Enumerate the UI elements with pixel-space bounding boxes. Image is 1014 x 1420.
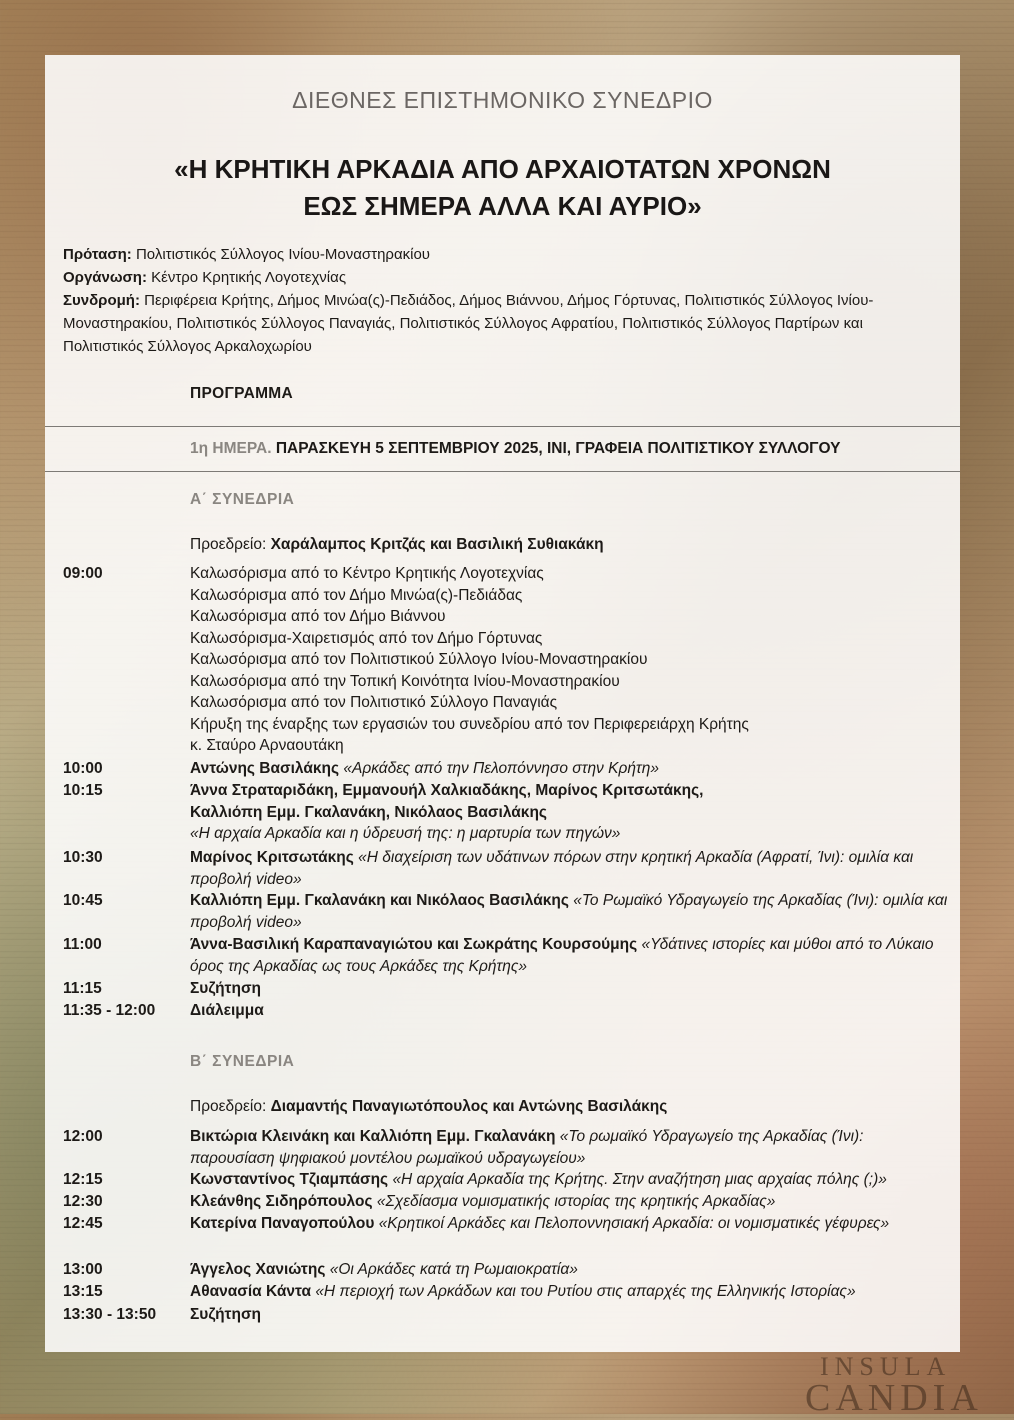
divider-top <box>45 426 960 427</box>
speaker: Βικτώρια Κλεινάκη και Καλλιόπη Εμμ. Γκαλανάκη <box>190 1128 556 1145</box>
time: 11:00 <box>63 936 102 953</box>
talk-title: «Η αρχαία Αρκαδία της Κρήτης. Στην αναζήτηση μιας αρχαίας πόλης (;)» <box>392 1171 887 1188</box>
time: 12:30 <box>63 1193 103 1210</box>
welcome-item: Καλωσόρισμα από τον Πολιτιστικό Σύλλογο Παναγιάς <box>190 694 558 711</box>
time: 11:35 - 12:00 <box>63 1002 156 1019</box>
sponsorship-label: Συνδρομή: <box>63 292 140 309</box>
speaker: Άννα Στραταριδάκη, Εμμανουήλ Χαλκιαδάκης, Μαρίνος Κριτσωτάκης, <box>190 782 704 799</box>
session-b-chair <box>190 1098 667 1116</box>
organization-line <box>63 266 943 289</box>
welcome-item: κ. Σταύρο Αρναουτάκη <box>190 737 344 754</box>
chair-label: Προεδρείο: <box>190 1098 267 1115</box>
time: 13:30 - 13:50 <box>63 1306 157 1323</box>
chair-label: Προεδρείο: <box>190 536 267 553</box>
talk-title: «Το ρωμαϊκό Υδραγωγείο της Αρκαδίας (Ίνι): παρουσίαση ψηφιακού μοντέλου ρωμαϊκού υδραγωγείου» <box>190 1128 864 1167</box>
title-line-1: «Η ΚΡΗΤΙΚΗ ΑΡΚΑΔΙΑ ΑΠΟ ΑΡΧΑΙΟΤΑΤΩΝ ΧΡΟΝΩΝ <box>174 154 831 184</box>
time: 11:15 <box>63 980 102 997</box>
speaker: Καλλιόπη Εμμ. Γκαλανάκη και Νικόλαος Βασιλάκης <box>190 892 569 909</box>
talk <box>190 847 950 890</box>
speaker: Άννα-Βασιλική Καραπαναγιώτου και Σωκράτης Κουρσούμης <box>190 936 638 953</box>
talk-title: «Η περιοχή των Αρκάδων και του Ρυτίου στις απαρχές της Ελληνικής Ιστορίας» <box>315 1283 856 1300</box>
time: 10:45 <box>63 892 103 909</box>
talk-title: «Η αρχαία Αρκαδία και η ύδρευσή της: η μαρτυρία των πηγών» <box>190 825 621 842</box>
day-text: ΠΑΡΑΣΚΕΥΗ 5 ΣΕΠΤΕΜΒΡΙΟΥ 2025, ΙΝΙ, ΓΡΑΦΕΙΑ ΠΟΛΙΤΙΣΤΙΚΟΥ ΣΥΛΛΟΓΟΥ <box>275 440 841 457</box>
speaker: Άγγελος Χανιώτης <box>190 1261 326 1278</box>
welcome-list <box>190 563 950 757</box>
conference-type: ΔΙΕΘΝΕΣ ΕΠΙΣΤΗΜΟΝΙΚΟ ΣΥΝΕΔΡΙΟ <box>292 87 713 113</box>
break: Διάλειμμα <box>190 1002 264 1019</box>
welcome-item: Καλωσόρισμα από τον Δήμο Βιάννου <box>190 608 446 625</box>
talk <box>190 758 950 780</box>
program-panel <box>45 55 960 1352</box>
day-heading <box>190 440 840 458</box>
talk-title: «Το Ρωμαϊκό Υδραγωγείο της Αρκαδίας (Ίνι): ομιλία και προβολή video» <box>190 892 948 931</box>
day-label: 1η ΗΜΕΡΑ. <box>190 440 272 457</box>
map-text-candia: CANDIA <box>805 1377 983 1419</box>
time: 12:45 <box>63 1215 103 1232</box>
organization-value: Κέντρο Κρητικής Λογοτεχνίας <box>151 269 347 286</box>
sponsorship-line <box>63 289 943 358</box>
proposal-value: Πολιτιστικός Σύλλογος Ινίου-Μοναστηρακίου <box>135 246 430 263</box>
chair-names: Διαμαντής Παναγιωτόπουλος και Αντώνης Βασιλάκης <box>270 1098 668 1115</box>
organization-label: Οργάνωση: <box>63 269 147 286</box>
session-a-chair <box>190 536 604 554</box>
talk-title: «Αρκάδες από την Πελοπόννησο στην Κρήτη» <box>343 760 659 777</box>
welcome-item: Καλωσόρισμα από τον Δήμο Μινώα(ς)-Πεδιάδας <box>190 586 523 604</box>
speaker: Κατερίνα Παναγοπούλου <box>190 1215 375 1232</box>
time: 13:15 <box>63 1283 103 1300</box>
talk <box>190 1259 950 1281</box>
time: 12:15 <box>63 1171 103 1188</box>
time: 09:00 <box>63 565 103 582</box>
talk <box>190 1213 950 1235</box>
talk-title: «Η διαχείριση των υδάτινων πόρων στην κρητική Αρκαδία (Αφρατί, Ίνι): ομιλία και προβολή video» <box>190 849 914 888</box>
speaker: Αντώνης Βασιλάκης <box>190 760 340 777</box>
speaker: Καλλιόπη Εμμ. Γκαλανάκη, Νικόλαος Βασιλάκης <box>190 803 547 821</box>
discussion: Συζήτηση <box>190 1306 262 1323</box>
welcome-item: Καλωσόρισμα από τον Πολιτιστικού Σύλλογο Ινίου-Μοναστηρακίου <box>190 651 648 668</box>
talk-title: «Σχεδίασμα νομισματικής ιστορίας της κρητικής Αρκαδίας» <box>376 1193 776 1210</box>
time: 10:15 <box>63 782 103 799</box>
talk <box>190 1191 950 1213</box>
map-text-insula: INSULA <box>820 1352 952 1381</box>
session-b-title: Β΄ ΣΥΝΕΔΡΙΑ <box>190 1053 295 1070</box>
talk <box>190 1126 950 1169</box>
talk <box>190 1169 950 1191</box>
program-heading: ΠΡΟΓΡΑΜΜΑ <box>190 385 294 402</box>
speaker: Μαρίνος Κριτσωτάκης <box>190 849 354 866</box>
divider-bottom <box>45 471 960 472</box>
talk <box>190 780 950 845</box>
sponsorship-value: Περιφέρεια Κρήτης, Δήμος Μινώα(ς)-Πεδιάδος, Δήμος Βιάννου, Δήμος Γόρτυνας, Πολιτιστικός Σύλλογος Ινίου-Μοναστηρακίου, Πολιτιστικός Σύλλογος Παναγιάς, Πολιτιστικός Σύλλογος Αφρατίου, Πολιτιστικός Σύλλογος Παρτίρων και Πολιτιστικός Σύλλογος Αρκαλοχωρίου <box>63 292 874 355</box>
speaker: Κλεάνθης Σιδηρόπουλος <box>190 1193 373 1210</box>
proposal-label: Πρόταση: <box>63 246 132 263</box>
proposal-line <box>63 243 943 266</box>
talk-title: «Οι Αρκάδες κατά τη Ρωμαιοκρατία» <box>329 1261 578 1278</box>
credits <box>63 243 943 358</box>
time: 13:00 <box>63 1261 103 1278</box>
talk-title: «Κρητικοί Αρκάδες και Πελοποννησιακή Αρκαδία: οι νομισματικές γέφυρες» <box>378 1215 890 1232</box>
welcome-item: Κήρυξη της έναρξης των εργασιών του συνεδρίου από τον Περιφερειάρχη Κρήτης <box>190 715 749 733</box>
welcome-item: Καλωσόρισμα από το Κέντρο Κρητικής Λογοτεχνίας <box>190 565 544 582</box>
talk <box>190 1281 950 1303</box>
welcome-item: Καλωσόρισμα-Χαιρετισμός από τον Δήμο Γόρτυνας <box>190 629 543 647</box>
time: 10:30 <box>63 849 103 866</box>
talk-title: «Υδάτινες ιστορίες και μύθοι από το Λύκαιο όρος της Αρκαδίας ως τους Αρκάδες της Κρήτης» <box>190 936 934 975</box>
time: 10:00 <box>63 760 103 777</box>
title-line-2: ΕΩΣ ΣΗΜΕΡΑ ΑΛΛΑ ΚΑΙ ΑΥΡΙΟ» <box>303 191 702 221</box>
chair-names: Χαράλαμπος Κριτζάς και Βασιλική Συθιακάκη <box>270 536 604 553</box>
conference-title <box>45 151 960 225</box>
welcome-item: Καλωσόρισμα από την Τοπική Κοινότητα Ινίου-Μοναστηρακίου <box>190 672 620 690</box>
time: 12:00 <box>63 1128 103 1145</box>
session-a-title: Α΄ ΣΥΝΕΔΡΙΑ <box>190 491 295 508</box>
speaker: Κωνσταντίνος Τζιαμπάσης <box>190 1171 389 1188</box>
speaker: Αθανασία Κάντα <box>190 1283 311 1300</box>
talk <box>190 890 950 933</box>
discussion: Συζήτηση <box>190 980 262 997</box>
talk <box>190 934 950 977</box>
